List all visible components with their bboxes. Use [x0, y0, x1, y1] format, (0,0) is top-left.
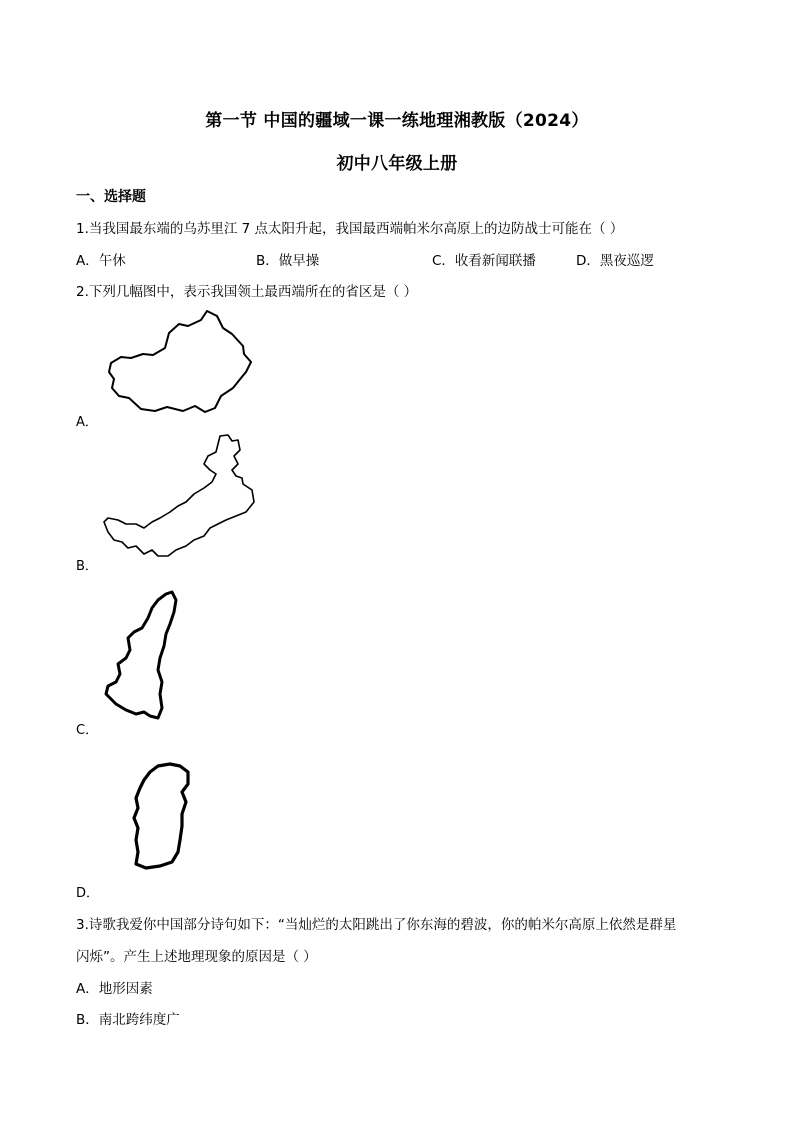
question-1-option-c: C．收看新闻联播 — [432, 253, 536, 269]
question-3-option-b: B．南北跨纬度广 — [76, 1012, 180, 1028]
question-3-option-a: A．地形因素 — [76, 981, 153, 997]
question-2-stem: 2.下列几幅图中，表示我国领土最西端所在的省区是（ ） — [76, 284, 418, 300]
question-3-stem-line1: 3.诗歌我爱你中国部分诗句如下：“当灿烂的太阳跳出了你东海的碧波，你的帕米尔高原上依然是群星 — [76, 917, 677, 933]
question-1-option-d: D．黑夜巡逻 — [576, 253, 654, 269]
document-title: 第一节 中国的疆域一课一练地理湘教版（2024） — [205, 111, 589, 131]
document-subtitle: 初中八年级上册 — [336, 154, 458, 174]
question-2-option-c: C． — [76, 723, 99, 738]
shanxi-outline-image — [128, 760, 194, 874]
shaanxi-outline-image — [100, 588, 182, 722]
question-2-option-a: A． — [76, 415, 98, 430]
question-2-option-d: D． — [76, 886, 100, 901]
question-2-option-b: B． — [76, 559, 98, 574]
xinjiang-outline-image — [105, 308, 255, 418]
inner-mongolia-outline-image — [100, 432, 258, 560]
question-1-stem: 1.当我国最东端的乌苏里江 7 点太阳升起，我国最西端帕米尔高原上的边防战士可能在（ ） — [76, 221, 624, 237]
question-3-stem-line2: 闪烁”。产生上述地理现象的原因是（ ） — [76, 949, 317, 965]
question-1-option-a: A．午休 — [76, 253, 126, 269]
question-1-option-b: B．做早操 — [256, 253, 320, 269]
section-heading: 一、选择题 — [76, 189, 146, 205]
